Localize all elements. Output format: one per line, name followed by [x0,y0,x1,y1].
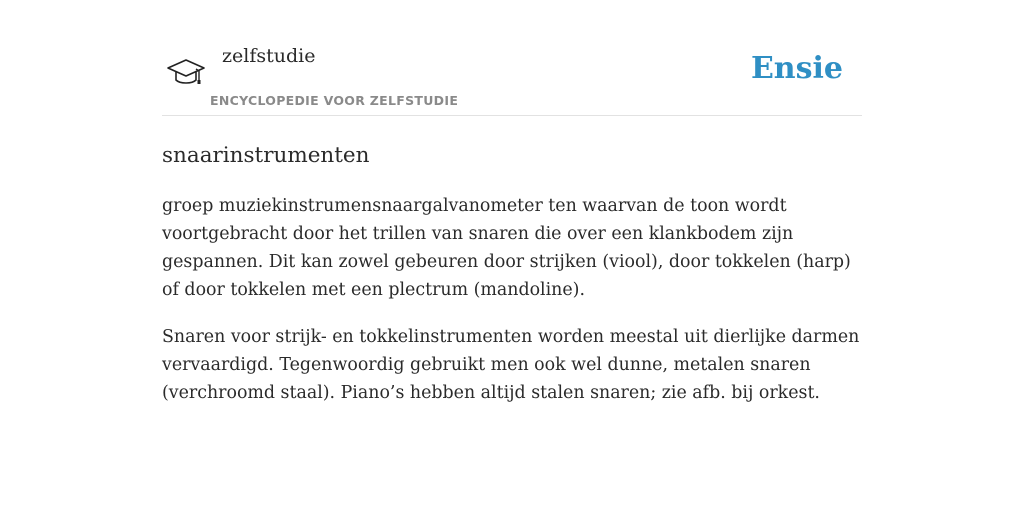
article-title: snaarinstrumenten [162,143,370,168]
article-paragraph: groep muziekinstrumensnaargalvanometer ten waarvan de toon wordt voortgebracht door het trillen van snaren die over een klankbodem zijn gespannen. Dit kan zowel gebeuren door strijken (viool), door tokkelen (harp) of door tokkelen met een plectrum (mandoline). [162,196,851,300]
article-paragraph: Snaren voor strijk- en tokkelinstrumenten worden meestal uit dierlijke darmen vervaardigd. Tegenwoordig gebruikt men ook wel dunne, metalen snaren (verchroomd staal). Piano’s hebben altijd stalen snaren; zie afb. bij orkest. [162,327,860,403]
article-body [162,192,862,407]
site-header [162,0,862,116]
ensie-brand-link[interactable]: Ensie [750,51,843,86]
graduation-cap-icon[interactable] [166,52,206,92]
site-name-link[interactable]: zelfstudie [222,45,316,67]
page [162,0,862,512]
site-tagline: ENCYCLOPEDIE VOOR ZELFSTUDIE [210,93,459,108]
